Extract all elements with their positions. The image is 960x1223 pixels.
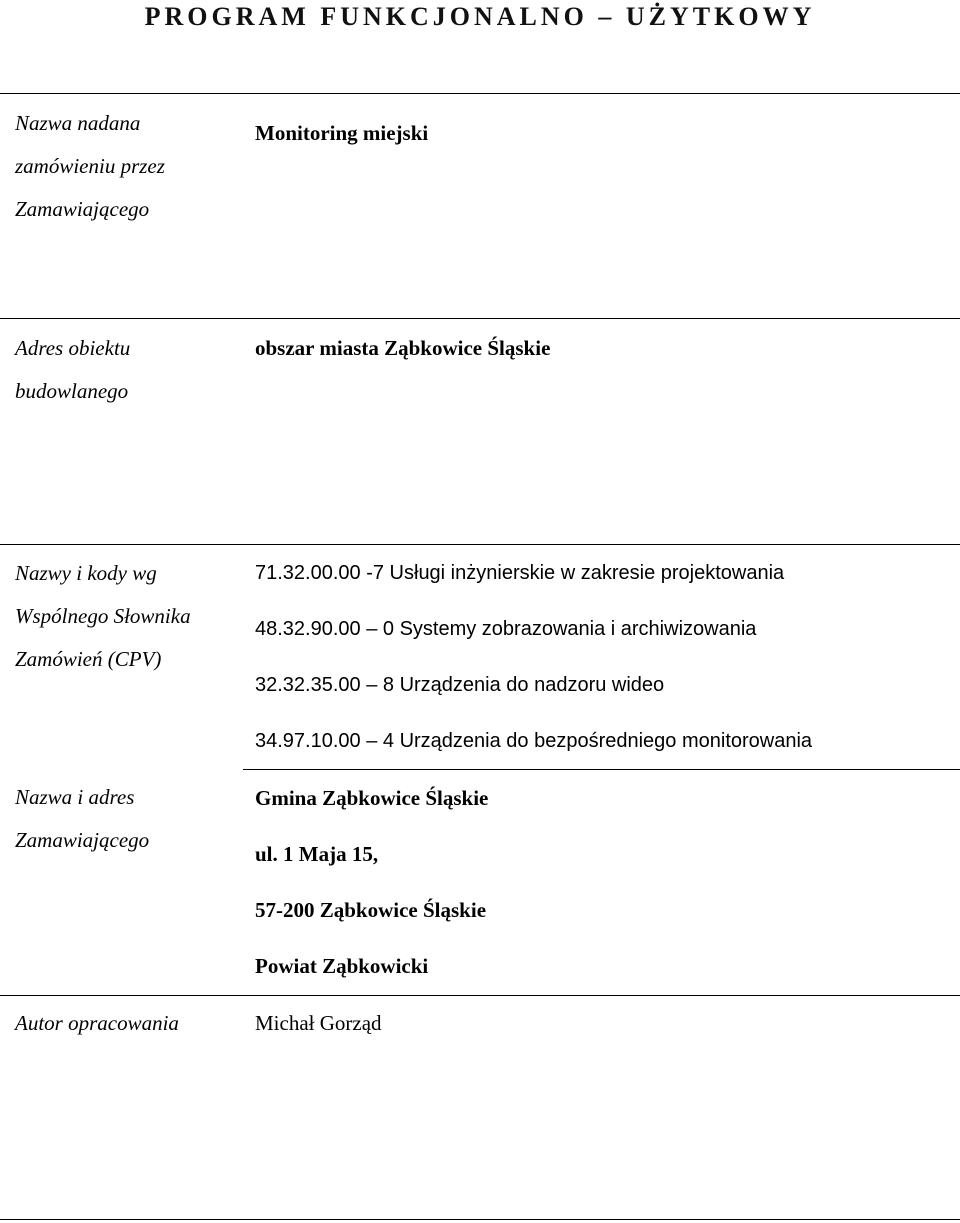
order-name-label	[15, 102, 240, 231]
orderer-county: Powiat Ząbkowicki	[255, 954, 429, 978]
document-title: PROGRAM FUNKCJONALNO – UŻYTKOWY	[144, 2, 816, 31]
label-line: Wspólnego Słownika	[15, 604, 191, 628]
label-line: Zamawiającego	[15, 828, 150, 852]
cpv-code: 34.97.10.00 – 4 Urządzenia do bezpośredniego monitorowania	[255, 730, 813, 752]
cpv-code: 32.32.35.00 – 8 Urządzenia do nadzoru wideo	[255, 674, 665, 696]
author-label: Autor opracowania	[15, 1011, 179, 1035]
address-value: obszar miasta Ząbkowice Śląskie	[255, 336, 551, 360]
order-name-value: Monitoring miejski	[255, 121, 429, 145]
cpv-label	[15, 552, 240, 681]
label-line: Adres obiektu	[15, 336, 131, 360]
label-line: zamówieniu przez	[15, 154, 165, 178]
label-line: budowlanego	[15, 379, 129, 403]
divider-line	[0, 1219, 960, 1220]
label-line: Nazwa nadana	[15, 111, 141, 135]
label-line: Nazwy i kody wg	[15, 561, 157, 585]
label-line: Nazwa i adres	[15, 785, 135, 809]
label-line: Zamówień (CPV)	[15, 647, 162, 671]
cpv-code: 48.32.90.00 – 0 Systemy zobrazowania i archiwizowania	[255, 618, 757, 640]
author-value: Michał Gorząd	[255, 1011, 382, 1035]
divider-line	[0, 93, 960, 94]
address-label	[15, 327, 240, 413]
orderer-name: Gmina Ząbkowice Śląskie	[255, 786, 489, 810]
divider-line	[243, 769, 960, 770]
orderer-street: ul. 1 Maja 15,	[255, 842, 379, 866]
divider-line	[0, 544, 960, 545]
orderer-label	[15, 776, 240, 862]
divider-line	[0, 318, 960, 319]
label-line: Zamawiającego	[15, 197, 150, 221]
orderer-city: 57-200 Ząbkowice Śląskie	[255, 898, 487, 922]
cpv-code: 71.32.00.00 -7 Usługi inżynierskie w zakresie projektowania	[255, 562, 785, 584]
divider-line	[0, 995, 960, 996]
